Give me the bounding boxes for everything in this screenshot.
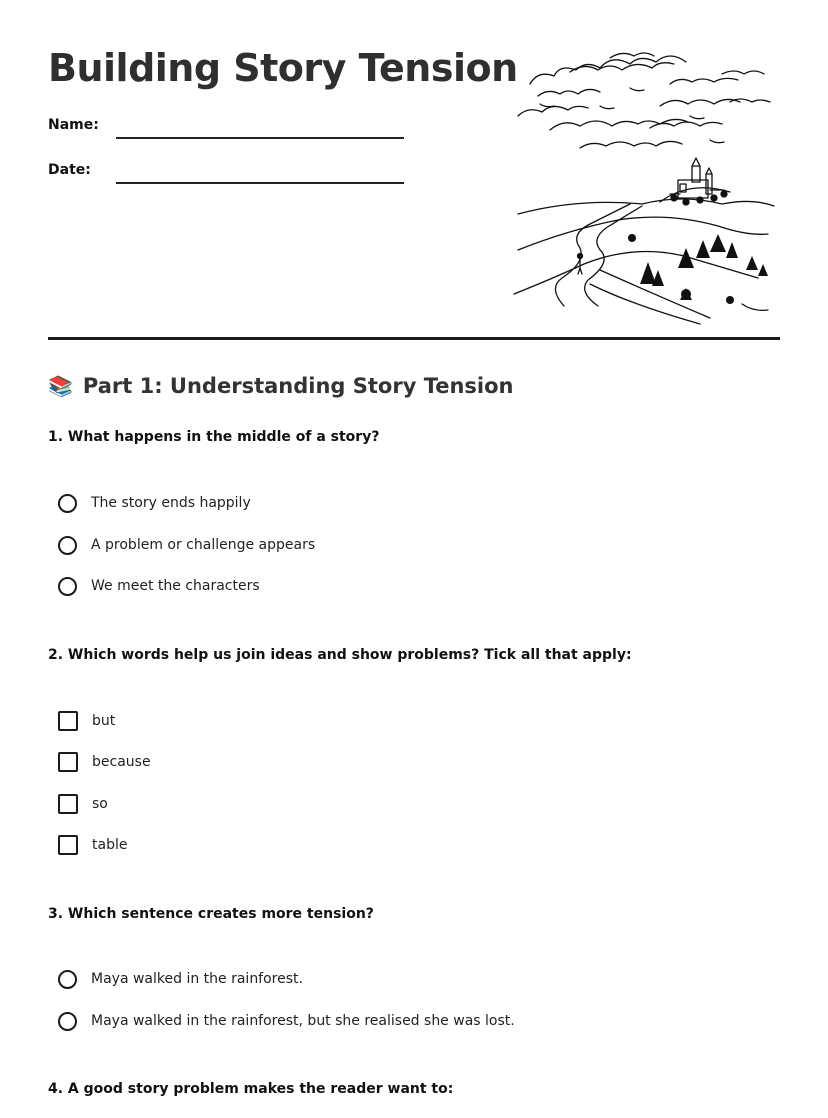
question-3: 3. Which sentence creates more tension? — [48, 906, 374, 922]
q1-option-1[interactable] — [58, 491, 251, 515]
date-label: Date: — [48, 162, 91, 178]
q3-option-1[interactable] — [58, 967, 303, 991]
option-label: We meet the characters — [91, 578, 260, 594]
landscape-castle-illustration — [510, 44, 780, 326]
q2-option-1[interactable] — [58, 709, 115, 733]
date-input-line[interactable] — [116, 182, 404, 184]
radio-button[interactable] — [58, 494, 77, 513]
trees-drawing — [628, 234, 768, 304]
castle-drawing — [660, 158, 730, 205]
radio-button[interactable] — [58, 536, 77, 555]
checkbox[interactable] — [58, 711, 78, 731]
name-input-line[interactable] — [116, 137, 404, 139]
question-4: 4. A good story problem makes the reader want to: — [48, 1081, 454, 1097]
option-label: table — [92, 837, 128, 853]
option-label: but — [92, 713, 116, 729]
question-2: 2. Which words help us join ideas and show problems? Tick all that apply: — [48, 647, 632, 663]
option-label: A problem or challenge appears — [91, 537, 316, 553]
radio-button[interactable] — [58, 1012, 77, 1031]
q3-option-2[interactable] — [58, 1009, 515, 1033]
q2-option-3[interactable] — [58, 792, 108, 816]
part1-title: Part 1: Understanding Story Tension — [82, 374, 514, 398]
checkbox[interactable] — [58, 752, 78, 772]
page-title: Building Story Tension — [48, 46, 518, 90]
checkbox[interactable] — [58, 835, 78, 855]
name-label: Name: — [48, 117, 99, 133]
date-field — [48, 162, 408, 190]
clouds-drawing — [518, 53, 770, 148]
q1-option-3[interactable] — [58, 574, 260, 598]
q1-option-2[interactable] — [58, 533, 315, 557]
name-field — [48, 117, 408, 145]
question-1: 1. What happens in the middle of a story? — [48, 429, 380, 445]
part1-heading — [48, 374, 514, 398]
header-divider — [48, 337, 780, 340]
books-icon: 📚 — [48, 374, 73, 398]
checkbox[interactable] — [58, 794, 78, 814]
option-label: Maya walked in the rainforest, but she realised she was lost. — [91, 1013, 515, 1029]
option-label: because — [92, 754, 151, 770]
option-label: so — [92, 796, 108, 812]
hills-drawing — [514, 199, 774, 324]
q2-option-4[interactable] — [58, 833, 127, 857]
radio-button[interactable] — [58, 970, 77, 989]
option-label: The story ends happily — [91, 495, 251, 511]
q2-option-2[interactable] — [58, 750, 151, 774]
radio-button[interactable] — [58, 577, 77, 596]
option-label: Maya walked in the rainforest. — [91, 971, 303, 987]
